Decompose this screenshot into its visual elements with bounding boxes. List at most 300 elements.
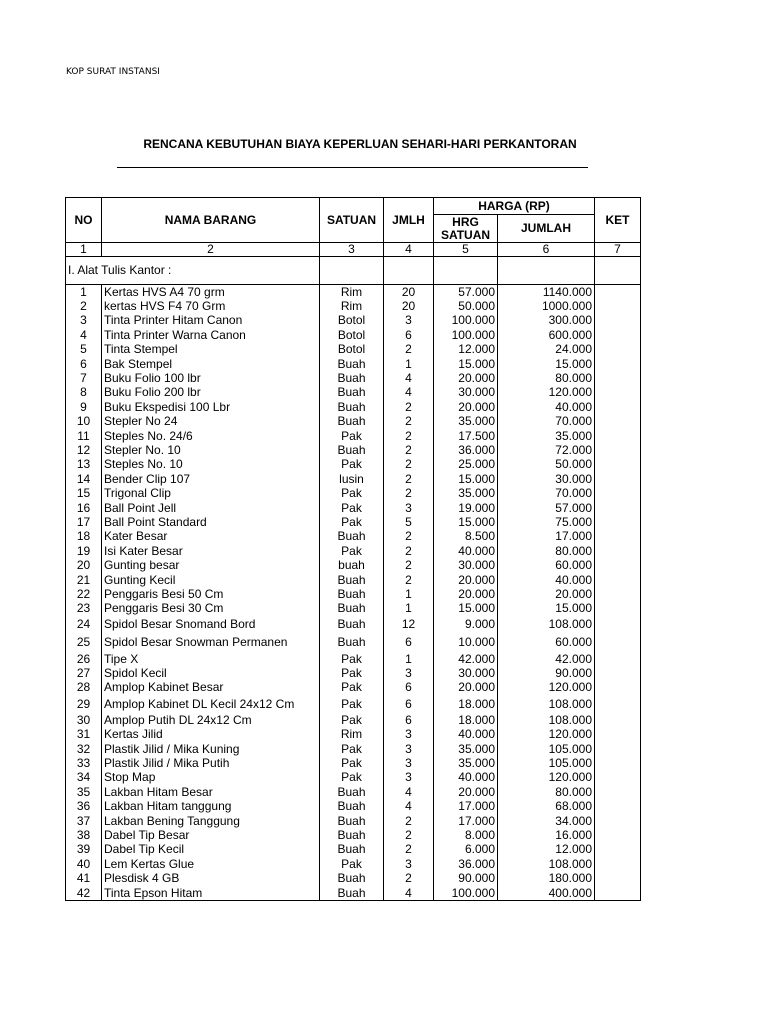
row-ket (595, 886, 641, 901)
row-nama-barang: Gunting Kecil (102, 573, 320, 587)
table-row (66, 713, 641, 727)
row-no: 34 (66, 771, 102, 785)
row-satuan: Pak (320, 771, 384, 785)
row-jumlah: 108.000 (498, 713, 595, 727)
row-hrg-satuan: 10.000 (434, 634, 498, 652)
row-jmlh: 2 (384, 486, 434, 500)
budget-table (65, 197, 641, 901)
row-no: 36 (66, 800, 102, 814)
row-no: 24 (66, 616, 102, 634)
row-nama-barang: Trigonal Clip (102, 486, 320, 500)
column-number-row (66, 243, 641, 257)
row-no: 29 (66, 695, 102, 713)
row-jmlh: 6 (384, 328, 434, 342)
row-hrg-satuan: 8.500 (434, 530, 498, 544)
row-nama-barang: Buku Folio 100 lbr (102, 371, 320, 385)
table-row (66, 587, 641, 601)
row-jumlah: 600.000 (498, 328, 595, 342)
row-satuan: Rim (320, 728, 384, 742)
row-nama-barang: Amplop Putih DL 24x12 Cm (102, 713, 320, 727)
header-satuan: SATUAN (320, 198, 384, 243)
row-nama-barang: Gunting besar (102, 558, 320, 572)
row-ket (595, 785, 641, 799)
row-no: 26 (66, 652, 102, 666)
row-jmlh: 2 (384, 458, 434, 472)
row-satuan: Pak (320, 713, 384, 727)
row-hrg-satuan: 35.000 (434, 756, 498, 770)
row-jmlh: 6 (384, 681, 434, 695)
row-nama-barang: Bak Stempel (102, 357, 320, 371)
table-row (66, 573, 641, 587)
table-row (66, 695, 641, 713)
row-satuan: Buah (320, 828, 384, 842)
row-ket (595, 515, 641, 529)
table-row (66, 857, 641, 871)
row-jumlah: 80.000 (498, 371, 595, 385)
row-jmlh: 2 (384, 828, 434, 842)
row-no: 42 (66, 886, 102, 901)
row-no: 41 (66, 871, 102, 885)
row-ket (595, 573, 641, 587)
row-hrg-satuan: 18.000 (434, 695, 498, 713)
row-ket (595, 429, 641, 443)
row-jumlah: 108.000 (498, 695, 595, 713)
row-jumlah: 80.000 (498, 785, 595, 799)
row-jmlh: 6 (384, 634, 434, 652)
row-nama-barang: Tinta Stempel (102, 343, 320, 357)
row-hrg-satuan: 100.000 (434, 328, 498, 342)
row-jumlah: 108.000 (498, 857, 595, 871)
row-ket (595, 771, 641, 785)
row-satuan: Buah (320, 573, 384, 587)
row-jmlh: 2 (384, 400, 434, 414)
row-nama-barang: Spidol Besar Snowman Permanen (102, 634, 320, 652)
row-jmlh: 2 (384, 415, 434, 429)
table-row (66, 828, 641, 842)
row-no: 12 (66, 443, 102, 457)
document-title-text: RENCANA KEBUTUHAN BIAYA KEPERLUAN SEHARI-HARI PERKANTORAN (143, 137, 577, 151)
row-nama-barang: Bender Clip 107 (102, 472, 320, 486)
row-ket (595, 458, 641, 472)
row-nama-barang: Kertas Jilid (102, 728, 320, 742)
table-row (66, 328, 641, 342)
row-satuan: Buah (320, 814, 384, 828)
row-jumlah: 300.000 (498, 314, 595, 328)
row-no: 25 (66, 634, 102, 652)
row-jmlh: 2 (384, 443, 434, 457)
row-hrg-satuan: 20.000 (434, 681, 498, 695)
section-label: I. Alat Tulis Kantor : (66, 257, 320, 285)
row-jmlh: 2 (384, 871, 434, 885)
table-row (66, 886, 641, 901)
header-nama-barang: NAMA BARANG (102, 198, 320, 243)
row-ket (595, 681, 641, 695)
row-ket (595, 713, 641, 727)
row-jmlh: 3 (384, 501, 434, 515)
row-no: 33 (66, 756, 102, 770)
row-nama-barang: Steples No. 10 (102, 458, 320, 472)
table-row (66, 299, 641, 313)
row-hrg-satuan: 18.000 (434, 713, 498, 727)
table-row (66, 530, 641, 544)
table-row (66, 472, 641, 486)
table-row (66, 634, 641, 652)
row-ket (595, 357, 641, 371)
col-number-4: 4 (384, 243, 434, 257)
row-jumlah: 75.000 (498, 515, 595, 529)
row-no: 32 (66, 742, 102, 756)
row-hrg-satuan: 20.000 (434, 785, 498, 799)
row-no: 4 (66, 328, 102, 342)
row-jumlah: 105.000 (498, 756, 595, 770)
row-jmlh: 3 (384, 314, 434, 328)
row-ket (595, 314, 641, 328)
row-jumlah: 60.000 (498, 634, 595, 652)
row-satuan: Pak (320, 857, 384, 871)
row-jmlh: 20 (384, 299, 434, 313)
row-hrg-satuan: 40.000 (434, 771, 498, 785)
row-jumlah: 120.000 (498, 728, 595, 742)
row-no: 9 (66, 400, 102, 414)
row-nama-barang: Amplop Kabinet DL Kecil 24x12 Cm (102, 695, 320, 713)
row-satuan: Buah (320, 843, 384, 857)
header-harga: HARGA (RP) (434, 198, 595, 215)
row-satuan: lusin (320, 472, 384, 486)
row-jmlh: 2 (384, 343, 434, 357)
row-satuan: Pak (320, 486, 384, 500)
header-hrg-satuan-line2: SATUAN (440, 227, 491, 242)
row-ket (595, 400, 641, 414)
row-hrg-satuan: 6.000 (434, 843, 498, 857)
table-row (66, 558, 641, 572)
row-hrg-satuan: 20.000 (434, 587, 498, 601)
row-ket (595, 602, 641, 616)
row-ket (595, 472, 641, 486)
row-nama-barang: Tinta Printer Hitam Canon (102, 314, 320, 328)
table-row (66, 429, 641, 443)
table-row (66, 771, 641, 785)
row-jumlah: 105.000 (498, 742, 595, 756)
header-jumlah: JUMLAH (498, 215, 595, 243)
table-row (66, 756, 641, 770)
table-row (66, 728, 641, 742)
row-ket (595, 328, 641, 342)
row-satuan: Buah (320, 386, 384, 400)
row-nama-barang: Plastik Jilid / Mika Putih (102, 756, 320, 770)
row-ket (595, 857, 641, 871)
row-no: 7 (66, 371, 102, 385)
row-satuan: Pak (320, 666, 384, 680)
row-ket (595, 386, 641, 400)
row-hrg-satuan: 8.000 (434, 828, 498, 842)
row-jumlah: 80.000 (498, 544, 595, 558)
row-jumlah: 12.000 (498, 843, 595, 857)
row-jmlh: 4 (384, 371, 434, 385)
row-satuan: Buah (320, 616, 384, 634)
table-row (66, 400, 641, 414)
row-hrg-satuan: 40.000 (434, 728, 498, 742)
row-ket (595, 695, 641, 713)
row-jmlh: 4 (384, 785, 434, 799)
row-jmlh: 2 (384, 544, 434, 558)
row-hrg-satuan: 90.000 (434, 871, 498, 885)
row-hrg-satuan: 36.000 (434, 857, 498, 871)
row-ket (595, 587, 641, 601)
row-no: 27 (66, 666, 102, 680)
row-ket (595, 371, 641, 385)
row-hrg-satuan: 50.000 (434, 299, 498, 313)
row-no: 8 (66, 386, 102, 400)
row-ket (595, 828, 641, 842)
row-jmlh: 4 (384, 800, 434, 814)
row-jmlh: 6 (384, 713, 434, 727)
row-jumlah: 1140.000 (498, 285, 595, 300)
row-nama-barang: Isi Kater Besar (102, 544, 320, 558)
row-hrg-satuan: 30.000 (434, 558, 498, 572)
table-row (66, 652, 641, 666)
row-satuan: Buah (320, 886, 384, 901)
row-hrg-satuan: 15.000 (434, 357, 498, 371)
row-jumlah: 108.000 (498, 616, 595, 634)
row-nama-barang: Lakban Hitam Besar (102, 785, 320, 799)
row-nama-barang: Amplop Kabinet Besar (102, 681, 320, 695)
row-ket (595, 558, 641, 572)
row-jmlh: 3 (384, 728, 434, 742)
row-jumlah: 68.000 (498, 800, 595, 814)
letterhead-placeholder: KOP SURAT INSTANSI (66, 67, 160, 77)
row-nama-barang: Stepler No. 10 (102, 443, 320, 457)
row-nama-barang: kertas HVS F4 70 Grm (102, 299, 320, 313)
row-nama-barang: Spidol Besar Snomand Bord (102, 616, 320, 634)
row-hrg-satuan: 12.000 (434, 343, 498, 357)
header-hrg-satuan-line1: HRG (452, 214, 479, 229)
row-satuan: Pak (320, 695, 384, 713)
row-satuan: Rim (320, 285, 384, 300)
row-satuan: Pak (320, 429, 384, 443)
row-jmlh: 2 (384, 429, 434, 443)
row-hrg-satuan: 35.000 (434, 742, 498, 756)
row-satuan: Pak (320, 681, 384, 695)
row-satuan: Rim (320, 299, 384, 313)
row-no: 38 (66, 828, 102, 842)
table-row (66, 871, 641, 885)
row-hrg-satuan: 30.000 (434, 386, 498, 400)
row-ket (595, 343, 641, 357)
row-no: 35 (66, 785, 102, 799)
title-underline (117, 167, 588, 168)
row-nama-barang: Buku Folio 200 lbr (102, 386, 320, 400)
row-ket (595, 756, 641, 770)
row-hrg-satuan: 100.000 (434, 314, 498, 328)
row-ket (595, 530, 641, 544)
col-number-1: 1 (66, 243, 102, 257)
row-ket (595, 843, 641, 857)
row-nama-barang: Dabel Tip Besar (102, 828, 320, 842)
row-no: 23 (66, 602, 102, 616)
row-jumlah: 120.000 (498, 771, 595, 785)
row-hrg-satuan: 17.000 (434, 800, 498, 814)
row-satuan: Buah (320, 357, 384, 371)
table-row (66, 386, 641, 400)
row-satuan: Buah (320, 400, 384, 414)
row-no: 39 (66, 843, 102, 857)
table-row (66, 800, 641, 814)
document-title (0, 137, 708, 151)
col-number-2: 2 (102, 243, 320, 257)
row-jumlah: 70.000 (498, 415, 595, 429)
row-jumlah: 72.000 (498, 443, 595, 457)
row-no: 17 (66, 515, 102, 529)
row-ket (595, 728, 641, 742)
row-satuan: Buah (320, 634, 384, 652)
row-ket (595, 742, 641, 756)
row-satuan: Buah (320, 587, 384, 601)
row-satuan: Buah (320, 371, 384, 385)
row-no: 13 (66, 458, 102, 472)
row-ket (595, 443, 641, 457)
row-jumlah: 15.000 (498, 357, 595, 371)
row-no: 14 (66, 472, 102, 486)
row-satuan: Buah (320, 530, 384, 544)
row-jumlah: 400.000 (498, 886, 595, 901)
row-no: 3 (66, 314, 102, 328)
row-hrg-satuan: 15.000 (434, 515, 498, 529)
row-satuan: Pak (320, 515, 384, 529)
row-jumlah: 40.000 (498, 573, 595, 587)
table-row (66, 785, 641, 799)
row-hrg-satuan: 36.000 (434, 443, 498, 457)
row-no: 16 (66, 501, 102, 515)
row-jmlh: 2 (384, 814, 434, 828)
row-satuan: Botol (320, 343, 384, 357)
table-row (66, 285, 641, 300)
row-ket (595, 616, 641, 634)
row-satuan: Pak (320, 544, 384, 558)
row-nama-barang: Lakban Hitam tanggung (102, 800, 320, 814)
row-jmlh: 3 (384, 857, 434, 871)
row-jumlah: 42.000 (498, 652, 595, 666)
header-no: NO (66, 198, 102, 243)
table-row (66, 415, 641, 429)
row-jumlah: 57.000 (498, 501, 595, 515)
row-no: 30 (66, 713, 102, 727)
row-satuan: Botol (320, 328, 384, 342)
row-no: 37 (66, 814, 102, 828)
row-nama-barang: Penggaris Besi 30 Cm (102, 602, 320, 616)
row-hrg-satuan: 20.000 (434, 573, 498, 587)
table-row (66, 814, 641, 828)
row-satuan: Buah (320, 602, 384, 616)
row-hrg-satuan: 17.500 (434, 429, 498, 443)
row-jumlah: 34.000 (498, 814, 595, 828)
row-satuan: Pak (320, 742, 384, 756)
table-row (66, 515, 641, 529)
row-no: 6 (66, 357, 102, 371)
row-hrg-satuan: 35.000 (434, 486, 498, 500)
row-nama-barang: Plastik Jilid / Mika Kuning (102, 742, 320, 756)
table-row (66, 458, 641, 472)
row-jumlah: 90.000 (498, 666, 595, 680)
row-satuan: Buah (320, 800, 384, 814)
row-jumlah: 17.000 (498, 530, 595, 544)
row-jmlh: 3 (384, 771, 434, 785)
row-nama-barang: Tinta Printer Warna Canon (102, 328, 320, 342)
table-row (66, 343, 641, 357)
row-hrg-satuan: 17.000 (434, 814, 498, 828)
row-ket (595, 871, 641, 885)
row-no: 5 (66, 343, 102, 357)
row-nama-barang: Ball Point Standard (102, 515, 320, 529)
row-hrg-satuan: 15.000 (434, 602, 498, 616)
row-jumlah: 1000.000 (498, 299, 595, 313)
row-ket (595, 800, 641, 814)
col-number-7: 7 (595, 243, 641, 257)
row-ket (595, 486, 641, 500)
table-row (66, 486, 641, 500)
row-nama-barang: Lakban Bening Tanggung (102, 814, 320, 828)
table-row (66, 742, 641, 756)
row-jmlh: 1 (384, 652, 434, 666)
row-satuan: Pak (320, 458, 384, 472)
col-number-6: 6 (498, 243, 595, 257)
row-ket (595, 634, 641, 652)
row-ket (595, 666, 641, 680)
row-jmlh: 3 (384, 666, 434, 680)
row-jmlh: 1 (384, 357, 434, 371)
row-jmlh: 2 (384, 472, 434, 486)
table-row (66, 314, 641, 328)
header-jmlh: JMLH (384, 198, 434, 243)
row-jmlh: 1 (384, 587, 434, 601)
row-nama-barang: Stop Map (102, 771, 320, 785)
table-row (66, 602, 641, 616)
row-jmlh: 5 (384, 515, 434, 529)
row-hrg-satuan: 20.000 (434, 371, 498, 385)
row-nama-barang: Plesdisk 4 GB (102, 871, 320, 885)
header-ket: KET (595, 198, 641, 243)
row-satuan: Pak (320, 501, 384, 515)
row-hrg-satuan: 9.000 (434, 616, 498, 634)
table-row (66, 616, 641, 634)
table-row (66, 843, 641, 857)
row-jmlh: 2 (384, 530, 434, 544)
row-jmlh: 6 (384, 695, 434, 713)
table-row (66, 681, 641, 695)
row-no: 31 (66, 728, 102, 742)
col-number-5: 5 (434, 243, 498, 257)
col-number-3: 3 (320, 243, 384, 257)
row-satuan: Buah (320, 443, 384, 457)
row-hrg-satuan: 57.000 (434, 285, 498, 300)
row-satuan: Pak (320, 652, 384, 666)
table-row (66, 371, 641, 385)
row-ket (595, 285, 641, 300)
row-hrg-satuan: 20.000 (434, 400, 498, 414)
row-hrg-satuan: 100.000 (434, 886, 498, 901)
row-ket (595, 814, 641, 828)
row-jumlah: 180.000 (498, 871, 595, 885)
table-row (66, 443, 641, 457)
row-no: 1 (66, 285, 102, 300)
row-ket (595, 501, 641, 515)
row-jumlah: 50.000 (498, 458, 595, 472)
row-ket (595, 415, 641, 429)
row-nama-barang: Penggaris Besi 50 Cm (102, 587, 320, 601)
row-satuan: Buah (320, 871, 384, 885)
row-jumlah: 30.000 (498, 472, 595, 486)
table-row (66, 544, 641, 558)
row-jmlh: 4 (384, 386, 434, 400)
